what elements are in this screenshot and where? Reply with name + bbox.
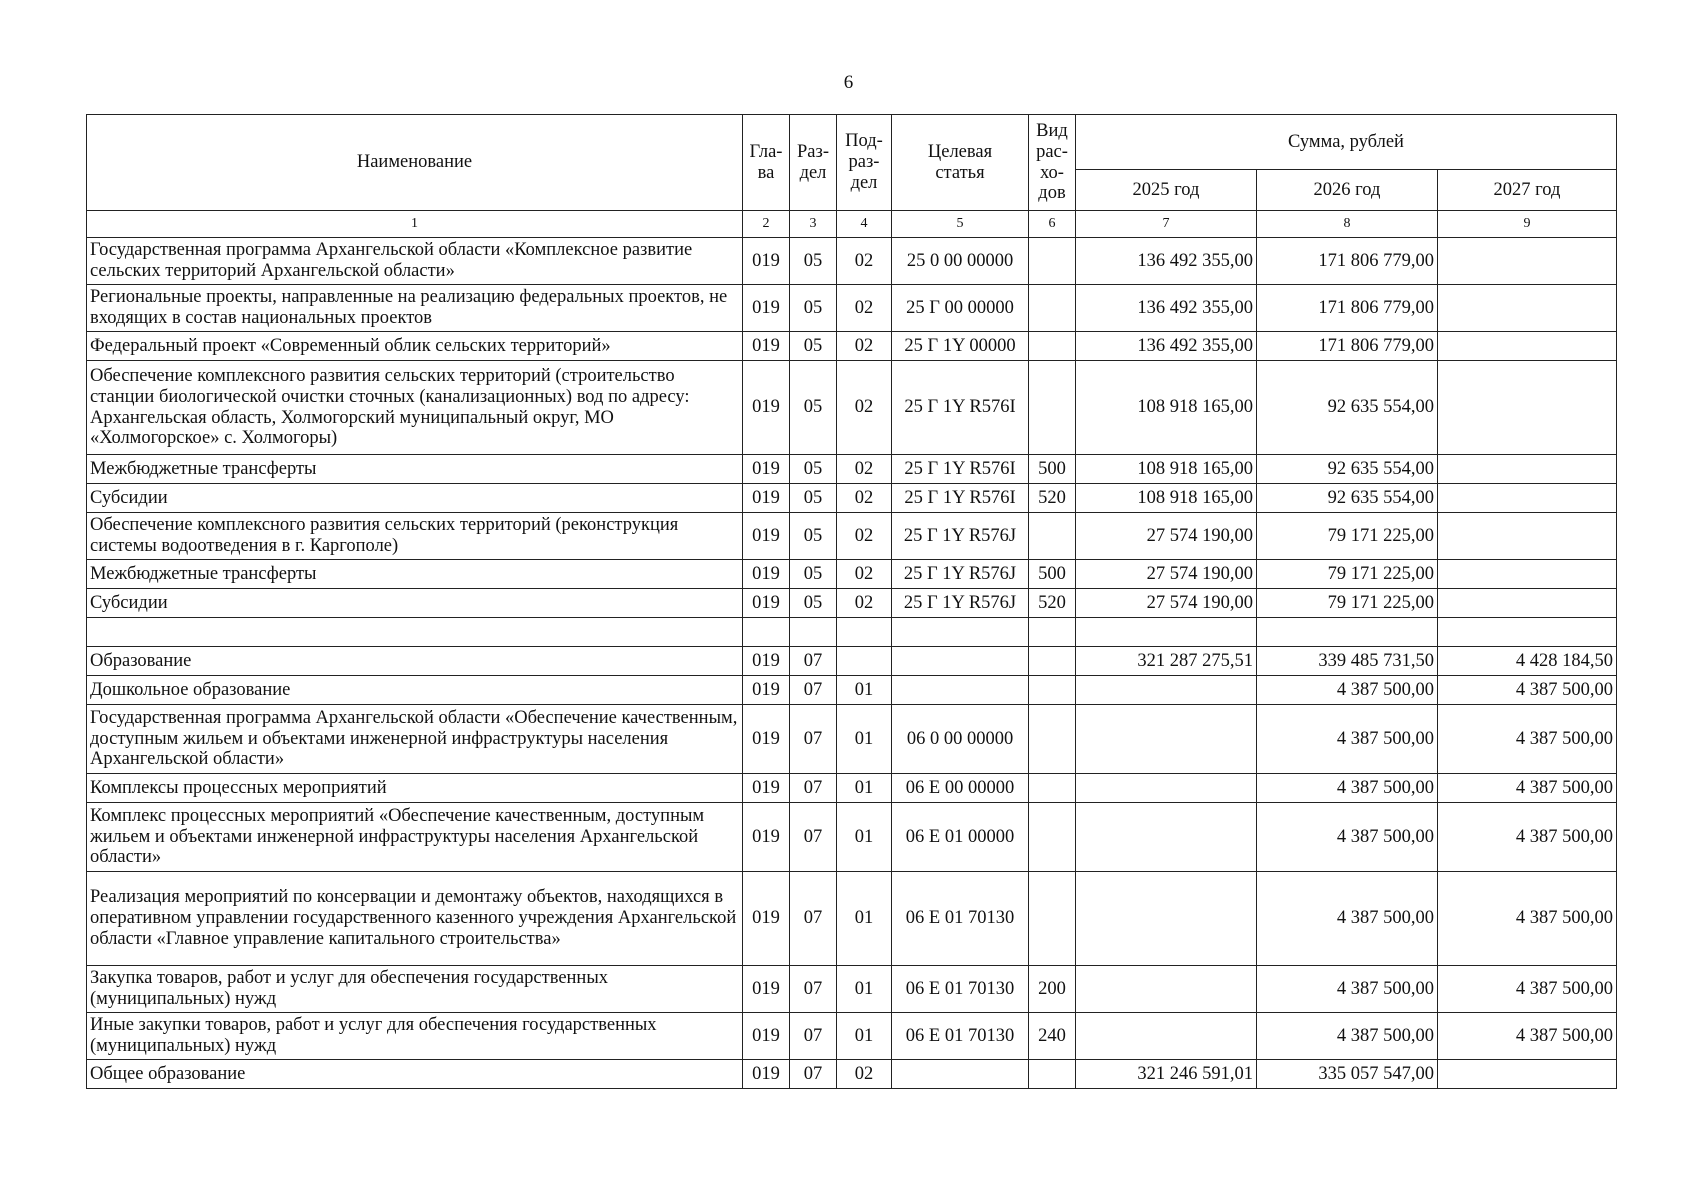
row-vid-raskhodov — [1029, 513, 1076, 560]
row-razdel: 07 — [790, 705, 837, 774]
row-amount-2025 — [1076, 774, 1257, 803]
row-razdel: 07 — [790, 872, 837, 966]
row-name: Комплексы процессных мероприятий — [87, 774, 743, 803]
row-name: Субсидии — [87, 589, 743, 618]
row-amount-2026: 4 387 500,00 — [1257, 705, 1438, 774]
table-row — [87, 455, 1617, 484]
row-razdel: 05 — [790, 285, 837, 332]
column-number-row — [87, 211, 1617, 238]
header-year-2027: 2027 год — [1438, 170, 1617, 211]
column-number: 9 — [1438, 211, 1617, 238]
row-glava: 019 — [743, 1013, 790, 1060]
row-amount-2027: 4 387 500,00 — [1438, 1013, 1617, 1060]
row-amount-2025: 136 492 355,00 — [1076, 285, 1257, 332]
row-tselevaya-statya: 06 Е 01 70130 — [892, 872, 1029, 966]
row-razdel: 05 — [790, 332, 837, 361]
row-amount-2026: 171 806 779,00 — [1257, 285, 1438, 332]
row-name: Комплекс процессных мероприятий «Обеспечение качественным, доступным жильем и объектами инженерной инфраструктуры населения Архангельской области» — [87, 803, 743, 872]
row-name: Иные закупки товаров, работ и услуг для обеспечения государственных (муниципальных) нужд — [87, 1013, 743, 1060]
row-amount-2026: 335 057 547,00 — [1257, 1060, 1438, 1089]
row-glava: 019 — [743, 705, 790, 774]
row-podrazdel: 02 — [837, 1060, 892, 1089]
row-glava: 019 — [743, 872, 790, 966]
table-row — [87, 513, 1617, 560]
row-amount-2027: 4 387 500,00 — [1438, 676, 1617, 705]
row-name — [87, 618, 743, 647]
row-podrazdel: 02 — [837, 238, 892, 285]
table-row — [87, 774, 1617, 803]
row-vid-raskhodov — [1029, 361, 1076, 455]
row-amount-2025: 108 918 165,00 — [1076, 361, 1257, 455]
row-vid-raskhodov — [1029, 238, 1076, 285]
row-glava: 019 — [743, 285, 790, 332]
row-amount-2025: 136 492 355,00 — [1076, 238, 1257, 285]
row-podrazdel: 01 — [837, 966, 892, 1013]
row-razdel: 05 — [790, 361, 837, 455]
row-name: Обеспечение комплексного развития сельских территорий (строительство станции биологической очистки сточных (канализационных) вод по адресу: Архангельская область, Холмогорский муниципальный округ, МО «Холмогорское» с. Холмогоры) — [87, 361, 743, 455]
row-amount-2027: 4 428 184,50 — [1438, 647, 1617, 676]
row-amount-2025: 321 246 591,01 — [1076, 1060, 1257, 1089]
row-razdel: 07 — [790, 774, 837, 803]
table-row — [87, 361, 1617, 455]
table-row — [87, 803, 1617, 872]
row-podrazdel: 01 — [837, 705, 892, 774]
row-tselevaya-statya: 25 Г 1Y R576I — [892, 361, 1029, 455]
row-tselevaya-statya: 25 Г 1Y 00000 — [892, 332, 1029, 361]
row-tselevaya-statya: 06 Е 01 00000 — [892, 803, 1029, 872]
column-number: 6 — [1029, 211, 1076, 238]
table-row — [87, 676, 1617, 705]
row-razdel: 05 — [790, 455, 837, 484]
row-amount-2026 — [1257, 618, 1438, 647]
row-glava: 019 — [743, 361, 790, 455]
row-glava: 019 — [743, 513, 790, 560]
row-tselevaya-statya: 06 Е 01 70130 — [892, 1013, 1029, 1060]
row-tselevaya-statya — [892, 1060, 1029, 1089]
row-amount-2026: 79 171 225,00 — [1257, 589, 1438, 618]
table-header — [87, 115, 1617, 211]
row-podrazdel: 01 — [837, 803, 892, 872]
row-razdel: 07 — [790, 803, 837, 872]
row-tselevaya-statya: 06 Е 00 00000 — [892, 774, 1029, 803]
row-podrazdel: 02 — [837, 455, 892, 484]
row-name: Государственная программа Архангельской области «Обеспечение качественным, доступным жильем и объектами инженерной инфраструктуры населения Архангельской области» — [87, 705, 743, 774]
row-vid-raskhodov: 520 — [1029, 484, 1076, 513]
row-name: Обеспечение комплексного развития сельских территорий (реконструкция системы водоотведения в г. Каргополе) — [87, 513, 743, 560]
row-tselevaya-statya: 25 Г 1Y R576J — [892, 513, 1029, 560]
row-amount-2026: 4 387 500,00 — [1257, 774, 1438, 803]
row-amount-2027 — [1438, 332, 1617, 361]
row-podrazdel: 01 — [837, 872, 892, 966]
row-tselevaya-statya: 25 Г 00 00000 — [892, 285, 1029, 332]
column-number: 8 — [1257, 211, 1438, 238]
table-row — [87, 484, 1617, 513]
row-tselevaya-statya — [892, 676, 1029, 705]
table-row — [87, 705, 1617, 774]
table-row — [87, 285, 1617, 332]
row-amount-2027: 4 387 500,00 — [1438, 705, 1617, 774]
row-glava: 019 — [743, 484, 790, 513]
row-amount-2025 — [1076, 618, 1257, 647]
row-amount-2026: 92 635 554,00 — [1257, 484, 1438, 513]
table-row — [87, 966, 1617, 1013]
row-amount-2025 — [1076, 803, 1257, 872]
row-amount-2026: 4 387 500,00 — [1257, 803, 1438, 872]
row-amount-2027 — [1438, 285, 1617, 332]
row-vid-raskhodov — [1029, 332, 1076, 361]
column-number: 3 — [790, 211, 837, 238]
row-vid-raskhodov — [1029, 872, 1076, 966]
row-glava: 019 — [743, 647, 790, 676]
row-podrazdel — [837, 647, 892, 676]
row-amount-2025 — [1076, 705, 1257, 774]
table-row — [87, 332, 1617, 361]
header-year-2026: 2026 год — [1257, 170, 1438, 211]
row-amount-2025 — [1076, 1013, 1257, 1060]
column-number: 5 — [892, 211, 1029, 238]
row-amount-2027: 4 387 500,00 — [1438, 774, 1617, 803]
row-razdel: 05 — [790, 484, 837, 513]
row-name: Реализация мероприятий по консервации и демонтажу объектов, находящихся в оперативном управлении государственного казенного учреждения Архангельской области «Главное управление капитального строительства» — [87, 872, 743, 966]
column-number: 7 — [1076, 211, 1257, 238]
row-vid-raskhodov — [1029, 285, 1076, 332]
row-razdel: 07 — [790, 966, 837, 1013]
row-name: Региональные проекты, направленные на реализацию федеральных проектов, не входящих в состав национальных проектов — [87, 285, 743, 332]
row-name: Федеральный проект «Современный облик сельских территорий» — [87, 332, 743, 361]
row-glava: 019 — [743, 1060, 790, 1089]
page-number: 6 — [843, 72, 854, 93]
budget-table — [86, 114, 1617, 1089]
row-tselevaya-statya: 25 0 00 00000 — [892, 238, 1029, 285]
row-amount-2027 — [1438, 589, 1617, 618]
row-amount-2026: 4 387 500,00 — [1257, 1013, 1438, 1060]
row-name: Общее образование — [87, 1060, 743, 1089]
row-glava: 019 — [743, 774, 790, 803]
row-glava — [743, 618, 790, 647]
row-glava: 019 — [743, 332, 790, 361]
row-amount-2025: 108 918 165,00 — [1076, 484, 1257, 513]
row-amount-2026: 79 171 225,00 — [1257, 560, 1438, 589]
header-name: Наименование — [87, 115, 743, 211]
table-row — [87, 647, 1617, 676]
column-number: 2 — [743, 211, 790, 238]
row-vid-raskhodov — [1029, 803, 1076, 872]
row-vid-raskhodov: 240 — [1029, 1013, 1076, 1060]
row-amount-2026: 171 806 779,00 — [1257, 238, 1438, 285]
row-amount-2027 — [1438, 455, 1617, 484]
row-name: Межбюджетные трансферты — [87, 560, 743, 589]
row-amount-2027 — [1438, 1060, 1617, 1089]
row-name: Образование — [87, 647, 743, 676]
row-amount-2027: 4 387 500,00 — [1438, 966, 1617, 1013]
row-vid-raskhodov — [1029, 1060, 1076, 1089]
header-tselevaya-statya: Целевая статья — [892, 115, 1029, 211]
row-vid-raskhodov — [1029, 774, 1076, 803]
row-amount-2025: 108 918 165,00 — [1076, 455, 1257, 484]
row-amount-2027 — [1438, 560, 1617, 589]
row-razdel: 05 — [790, 589, 837, 618]
header-year-2025: 2025 год — [1076, 170, 1257, 211]
row-tselevaya-statya: 06 0 00 00000 — [892, 705, 1029, 774]
table-row — [87, 1060, 1617, 1089]
row-vid-raskhodov — [1029, 647, 1076, 676]
row-name: Закупка товаров, работ и услуг для обеспечения государственных (муниципальных) нужд — [87, 966, 743, 1013]
row-amount-2026: 92 635 554,00 — [1257, 361, 1438, 455]
row-podrazdel: 02 — [837, 560, 892, 589]
row-podrazdel — [837, 618, 892, 647]
row-vid-raskhodov — [1029, 618, 1076, 647]
row-amount-2027 — [1438, 484, 1617, 513]
row-amount-2026: 171 806 779,00 — [1257, 332, 1438, 361]
row-razdel: 05 — [790, 560, 837, 589]
row-glava: 019 — [743, 966, 790, 1013]
row-glava: 019 — [743, 560, 790, 589]
row-vid-raskhodov — [1029, 676, 1076, 705]
row-podrazdel: 02 — [837, 361, 892, 455]
row-podrazdel: 02 — [837, 484, 892, 513]
table-row — [87, 238, 1617, 285]
table-body — [87, 238, 1617, 1089]
table-row — [87, 872, 1617, 966]
header-vid-raskhodov: Вид рас- хо- дов — [1029, 115, 1076, 211]
row-vid-raskhodov: 500 — [1029, 455, 1076, 484]
header-glava: Гла- ва — [743, 115, 790, 211]
row-razdel: 07 — [790, 1013, 837, 1060]
row-vid-raskhodov: 200 — [1029, 966, 1076, 1013]
row-tselevaya-statya: 25 Г 1Y R576J — [892, 560, 1029, 589]
row-name: Дошкольное образование — [87, 676, 743, 705]
row-name: Субсидии — [87, 484, 743, 513]
row-amount-2027: 4 387 500,00 — [1438, 803, 1617, 872]
row-amount-2027 — [1438, 513, 1617, 560]
header-razdel: Раз- дел — [790, 115, 837, 211]
row-glava: 019 — [743, 238, 790, 285]
column-number: 1 — [87, 211, 743, 238]
row-amount-2025: 136 492 355,00 — [1076, 332, 1257, 361]
row-amount-2027 — [1438, 618, 1617, 647]
row-podrazdel: 01 — [837, 1013, 892, 1060]
row-amount-2025: 27 574 190,00 — [1076, 513, 1257, 560]
row-glava: 019 — [743, 455, 790, 484]
row-vid-raskhodov: 500 — [1029, 560, 1076, 589]
row-amount-2027 — [1438, 361, 1617, 455]
row-razdel: 07 — [790, 676, 837, 705]
row-amount-2026: 4 387 500,00 — [1257, 676, 1438, 705]
row-podrazdel: 01 — [837, 774, 892, 803]
table-row — [87, 1013, 1617, 1060]
row-podrazdel: 02 — [837, 589, 892, 618]
row-razdel: 05 — [790, 513, 837, 560]
row-amount-2025: 27 574 190,00 — [1076, 589, 1257, 618]
row-podrazdel: 01 — [837, 676, 892, 705]
row-razdel: 07 — [790, 647, 837, 676]
header-podrazdel: Под- раз- дел — [837, 115, 892, 211]
row-amount-2026: 79 171 225,00 — [1257, 513, 1438, 560]
row-podrazdel: 02 — [837, 332, 892, 361]
row-amount-2027: 4 387 500,00 — [1438, 872, 1617, 966]
row-amount-2025: 27 574 190,00 — [1076, 560, 1257, 589]
row-razdel: 07 — [790, 1060, 837, 1089]
row-amount-2026: 92 635 554,00 — [1257, 455, 1438, 484]
table-row — [87, 560, 1617, 589]
column-number: 4 — [837, 211, 892, 238]
row-amount-2025: 321 287 275,51 — [1076, 647, 1257, 676]
row-podrazdel: 02 — [837, 285, 892, 332]
row-razdel — [790, 618, 837, 647]
row-glava: 019 — [743, 803, 790, 872]
row-name: Государственная программа Архангельской области «Комплексное развитие сельских территорий Архангельской области» — [87, 238, 743, 285]
header-summa: Сумма, рублей — [1076, 115, 1617, 170]
row-name: Межбюджетные трансферты — [87, 455, 743, 484]
row-amount-2025 — [1076, 676, 1257, 705]
table-row — [87, 589, 1617, 618]
row-tselevaya-statya — [892, 618, 1029, 647]
row-glava: 019 — [743, 589, 790, 618]
row-podrazdel: 02 — [837, 513, 892, 560]
row-vid-raskhodov — [1029, 705, 1076, 774]
row-tselevaya-statya: 06 Е 01 70130 — [892, 966, 1029, 1013]
row-tselevaya-statya: 25 Г 1Y R576I — [892, 484, 1029, 513]
row-amount-2025 — [1076, 872, 1257, 966]
row-tselevaya-statya — [892, 647, 1029, 676]
row-amount-2026: 339 485 731,50 — [1257, 647, 1438, 676]
row-tselevaya-statya: 25 Г 1Y R576J — [892, 589, 1029, 618]
row-tselevaya-statya: 25 Г 1Y R576I — [892, 455, 1029, 484]
row-amount-2026: 4 387 500,00 — [1257, 966, 1438, 1013]
row-vid-raskhodov: 520 — [1029, 589, 1076, 618]
table-row — [87, 618, 1617, 647]
row-amount-2025 — [1076, 966, 1257, 1013]
row-razdel: 05 — [790, 238, 837, 285]
row-glava: 019 — [743, 676, 790, 705]
row-amount-2027 — [1438, 238, 1617, 285]
row-amount-2026: 4 387 500,00 — [1257, 872, 1438, 966]
